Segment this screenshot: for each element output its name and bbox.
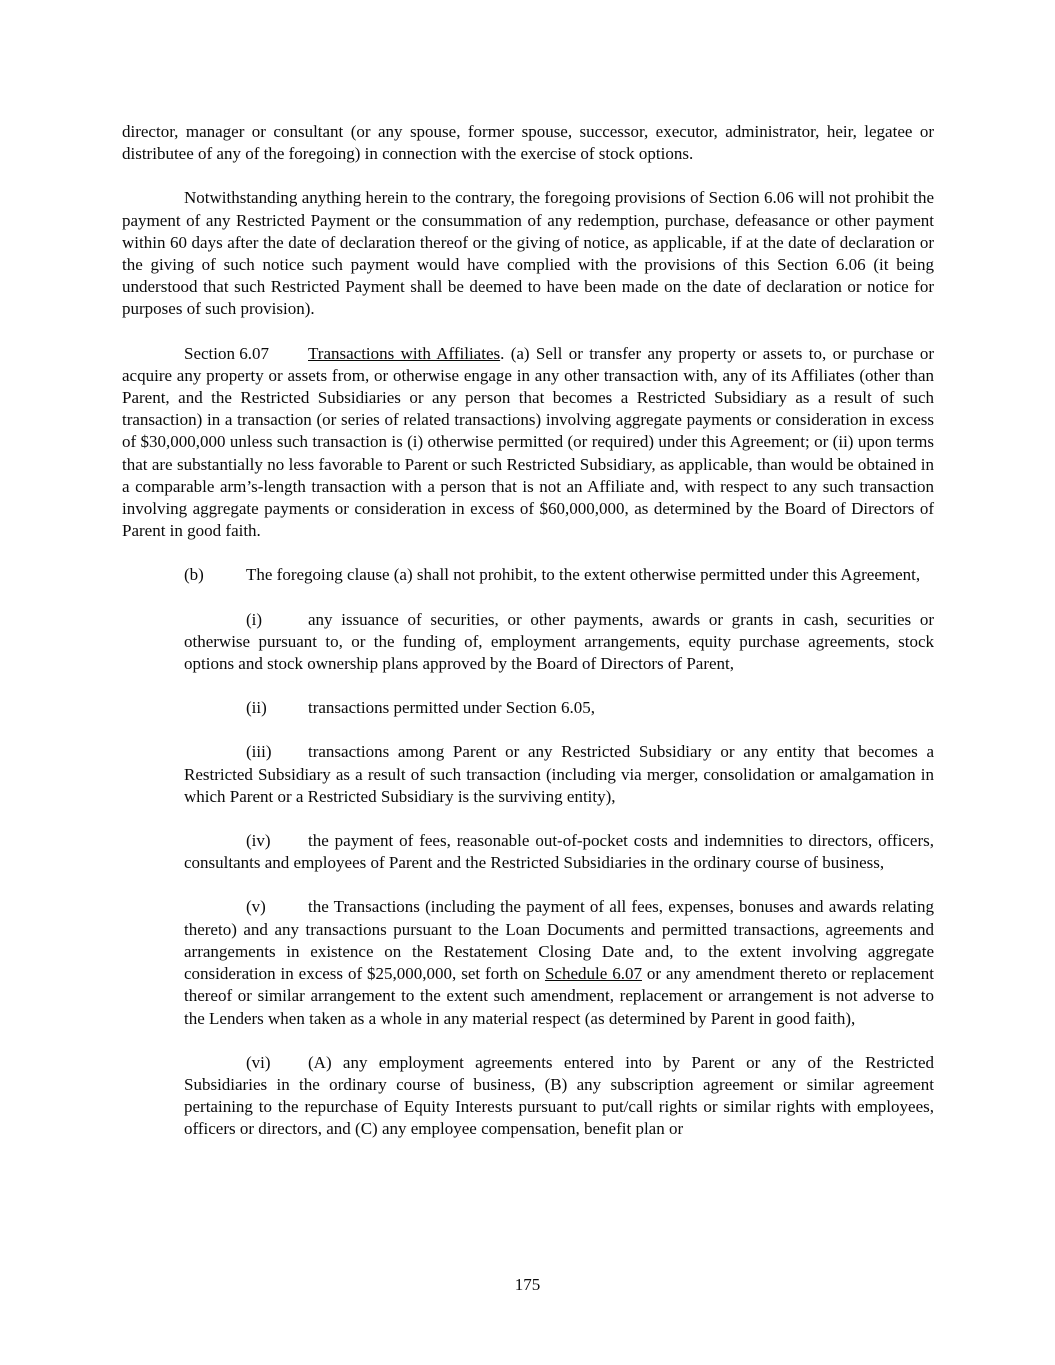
list-item-iii-label: (iii) bbox=[246, 742, 272, 762]
page-number: 175 bbox=[514, 1275, 541, 1294]
paragraph-section-6-07 bbox=[122, 343, 934, 543]
section-body-text: . (a) Sell or transfer any property or assets to, or purchase or acquire any property or assets from, or otherwise engage in any other transaction with, any of its Affiliates (other than Parent, and the Restricted Subsidiaries or any person that becomes a Restricted Subsidiary as a result of such transaction) in a transaction (or series of related transactions) involving aggregate payments or consideration in excess of $30,000,000 unless such transaction is (i) otherwise permitted (or required) under this Agreement; or (ii) upon terms that are substantially no less favorable to Parent or such Restricted Subsidiary, as applicable, than would be obtained in a comparable arm’s-length transaction with a person that is not an Affiliate and, with respect to any such transaction involving aggregate payments or consideration in excess of $60,000,000, as determined by the Board of Directors of Parent in good faith. bbox=[122, 343, 934, 541]
list-item-iii-text: transactions among Parent or any Restricted Subsidiary or any entity that becomes a Restricted Subsidiary as a result of such transaction (including via merger, consolidation or amalgamation in which Parent or a Restricted Subsidiary is the surviving entity), bbox=[184, 742, 934, 806]
paragraph-clause-b bbox=[122, 564, 934, 586]
paragraph-notwithstanding: Notwithstanding anything herein to the contrary, the foregoing provisions of Section 6.06 will not prohibit the payment of any Restricted Payment or the consummation of any redemption, purchase, defeasance or other payment within 60 days after the date of declaration thereof or the giving of notice, as applicable, if at the date of declaration or the giving of such notice such payment would have complied with the provisions of this Section 6.06 (it being understood that such Restricted Payment shall be deemed to have been made on the date of declaration or notice for purposes of such provision). bbox=[122, 188, 934, 319]
list-item-i-text: any issuance of securities, or other payments, awards or grants in cash, securities or otherwise pursuant to, or the funding of, employment arrangements, equity purchase agreements, stock options and stock ownership plans approved by the Board of Directors of Parent, bbox=[184, 609, 934, 674]
list-item-v bbox=[184, 896, 934, 1029]
clause-b-label: (b) bbox=[184, 565, 204, 585]
list-item-ii-text: transactions permitted under Section 6.05, bbox=[308, 698, 596, 718]
section-number-label: Section 6.07 bbox=[184, 343, 269, 363]
clause-b-text: The foregoing clause (a) shall not prohibit, to the extent otherwise permitted under this Agreement, bbox=[246, 565, 921, 585]
list-item-v-text-after: or any amendment thereto or replacement thereof or similar arrangement to the extent such amendment, replacement or arrangement is not adverse to the Lenders when taken as a whole in any material respect (as determined by Parent in good faith), bbox=[184, 964, 934, 1028]
list-item-ii-label: (ii) bbox=[246, 698, 267, 718]
list-item-iv-label: (iv) bbox=[246, 831, 271, 851]
list-item-v-label: (v) bbox=[246, 897, 266, 917]
list-item-ii bbox=[184, 697, 934, 719]
schedule-6-07-reference: Schedule 6.07 bbox=[544, 964, 642, 984]
list-item-iv bbox=[184, 830, 934, 874]
list-item-i bbox=[184, 609, 934, 676]
page-body bbox=[122, 121, 934, 1163]
list-item-iii bbox=[184, 741, 934, 808]
paragraph-continuation: director, manager or consultant (or any spouse, former spouse, successor, executor, administrator, heir, legatee or distributee of any of the foregoing) in connection with the exercise of stock options. bbox=[122, 122, 934, 164]
list-item-vi-label: (vi) bbox=[246, 1052, 271, 1072]
list-item-vi bbox=[184, 1052, 934, 1141]
list-item-i-label: (i) bbox=[246, 609, 263, 629]
section-heading: Transactions with Affiliates bbox=[308, 343, 501, 363]
list-item-v-text-before: the Transactions (including the payment of all fees, expenses, bonuses and awards relating thereto) and any transactions pursuant to the Loan Documents and permitted transactions, agreements and arrangements in existence on the Restatement Closing Date and, to the extent involving aggregate consideration in excess of $25,000,000, set forth on bbox=[184, 897, 934, 984]
list-item-vi-text: (A) any employment agreements entered into by Parent or any of the Restricted Subsidiaries in the ordinary course of business, (B) any subscription agreement or similar agreement pertaining to the repurchase of Equity Interests pursuant to put/call rights or similar rights with employees, officers or directors, and (C) any employee compensation, benefit plan or bbox=[184, 1052, 934, 1139]
list-item-iv-text: the payment of fees, reasonable out-of-pocket costs and indemnities to directors, officers, consultants and employees of Parent and the Restricted Subsidiaries in the ordinary course of business, bbox=[184, 831, 934, 873]
